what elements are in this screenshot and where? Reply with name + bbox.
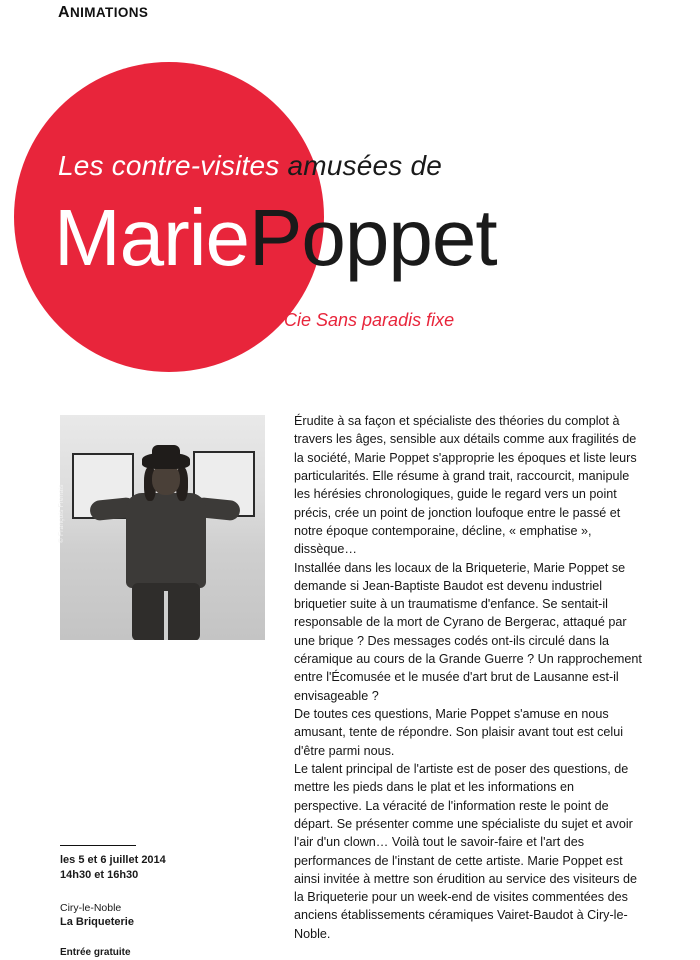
section-label-text: NIMATIONS — [69, 5, 149, 20]
figure-leg-gap — [164, 591, 168, 640]
section-label — [58, 4, 148, 22]
body-paragraph: De toutes ces questions, Marie Poppet s'amuse en nous amusant, tente de répondre. Son plaisir avant tout est celui d'être parmi nous. — [294, 707, 624, 758]
company-subtitle: Cie Sans paradis fixe — [284, 310, 455, 330]
title-line-1 — [58, 150, 442, 182]
body-paragraph: Installée dans les locaux de la Briqueterie, Marie Poppet se demande si Jean-Baptiste Baudot est devenu industriel briquetier suite à un traumatisme d'enfance. Se sentait-il responsable de la mort de Cyrano de Bergerac, attaqué par une brique ? Des messages codés ont-ils circulé dans la céramique au cours de la Grande Guerre ? Un rapprochement entre l'Écomusée et le musée d'art brut de Lausanne est-il envisageable ? — [294, 560, 642, 703]
body-text-column — [294, 412, 644, 943]
photo-credit: © François Frenais — [58, 484, 65, 543]
figure-body — [126, 493, 206, 588]
body-paragraph: Érudite à sa façon et spécialiste des théories du complot à travers les âges, sensible aux détails comme aux fragilités de la société, Marie Poppet s'approprie les époques et liste leurs particularités. Elle résume à grand trait, raccourcit, manipule les hérésies chronologiques, guide le regard vers un point précis, crée un point de jonction loufoque entre le passé et notre époque contemporaine, décline, « emphatise », dissèque… — [294, 414, 637, 557]
title-line-1-dark: amusées de — [279, 150, 442, 181]
event-city: Ciry-le-Noble — [60, 901, 122, 914]
body-paragraph: Le talent principal de l'artiste est de poser des questions, de mettre les pieds dans le plat et les informations en perspective. La véracité de l'information reste le point de départ. Se présenter comme une spécialiste du sujet et avoir l'air d'un clown… Voilà tout le savoir-faire et l'art des performances de l'instant de cette artiste. Marie Poppet est ainsi invitée à mettre son érudition au service des visiteurs de la Briqueterie pour un week-end de visites commentées des anciens établissements céramiques Vairet-Baudot à Ciry-le-Noble. — [294, 761, 638, 941]
info-divider — [60, 845, 136, 846]
section-label-initial: A — [58, 4, 70, 21]
performance-photo — [60, 415, 265, 640]
photo-image — [60, 415, 265, 640]
title-line-1-white: Les contre-visites — [58, 150, 280, 181]
title-line-2 — [54, 193, 497, 282]
artist-name-last: Poppet — [249, 193, 497, 282]
event-info-block — [60, 845, 260, 958]
artist-name-first: Marie — [54, 193, 250, 282]
event-venue: La Briqueterie — [60, 916, 134, 929]
event-dates: les 5 et 6 juillet 2014 14h30 et 16h30 — [60, 854, 166, 881]
figure-hat-crown — [152, 445, 180, 458]
event-price: Entrée gratuite — [60, 946, 131, 958]
